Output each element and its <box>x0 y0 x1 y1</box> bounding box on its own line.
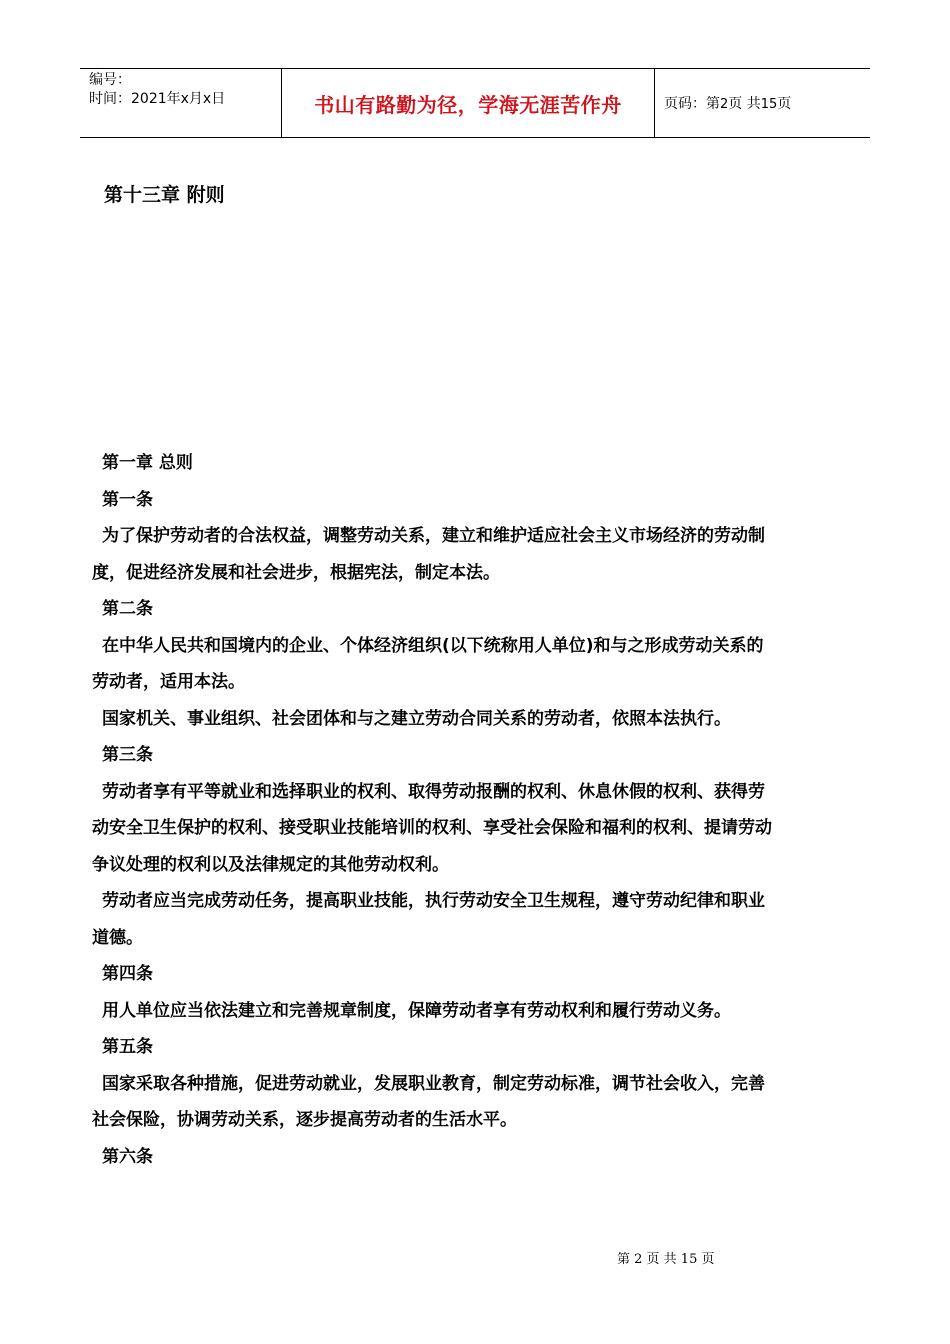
body-line: 第三条 <box>102 745 153 765</box>
footer-page-number: 第 2 页 共 15 页 <box>617 1252 715 1267</box>
page-mid-label: 页 共 <box>728 96 761 112</box>
body-line: 第二条 <box>102 599 153 619</box>
body-line: 国家机关、事业组织、社会团体和与之建立劳动合同关系的劳动者，依照本法执行。 <box>102 708 731 729</box>
page-total: 15 <box>760 97 778 112</box>
page-header <box>80 68 870 138</box>
body-line: 道德。 <box>92 927 143 948</box>
body-line: 争议处理的权利以及法律规定的其他劳动权利。 <box>92 854 449 875</box>
body-line: 第一章 总则 <box>102 453 193 473</box>
body-line: 度，促进经济发展和社会进步，根据宪法，制定本法。 <box>92 562 500 583</box>
body-line: 第五条 <box>102 1037 153 1057</box>
page-current: 2 <box>720 97 729 112</box>
body-line: 第四条 <box>102 964 153 984</box>
body-line: 在中华人民共和国境内的企业、个体经济组织(以下统称用人单位)和与之形成劳动关系的 <box>102 635 764 656</box>
body-line: 劳动者应当完成劳动任务，提高职业技能，执行劳动安全卫生规程，遵守劳动纪律和职业 <box>102 891 765 911</box>
header-left-cell <box>80 69 281 137</box>
body-line: 第一条 <box>102 489 153 510</box>
document-body <box>92 445 862 1175</box>
header-page-cell <box>654 69 870 137</box>
page-label: 页码：第 <box>664 96 720 112</box>
body-line: 为了保护劳动者的合法权益，调整劳动关系，建立和维护适应社会主义市场经济的劳动制 <box>102 526 765 546</box>
body-line: 社会保险，协调劳动关系，逐步提高劳动者的生活水平。 <box>92 1110 517 1130</box>
body-line: 第六条 <box>102 1146 153 1167</box>
header-motto-cell <box>281 69 655 137</box>
header-motto: 书山有路勤为径，学海无涯苦作舟 <box>314 92 622 117</box>
body-line: 劳动者，适用本法。 <box>92 672 245 692</box>
body-line: 动安全卫生保护的权利、接受职业技能培训的权利、享受社会保险和福利的权利、提请劳动 <box>92 818 772 838</box>
chapter-13-title: 第十三章 附则 <box>104 184 225 206</box>
document-number-label: 编号： <box>89 72 131 88</box>
body-line: 用人单位应当依法建立和完善规章制度，保障劳动者享有劳动权利和履行劳动义务。 <box>102 1000 731 1021</box>
page-end-label: 页 <box>777 96 792 112</box>
document-time-label: 时间：2021年x月x日 <box>89 91 226 107</box>
header-page-info <box>664 93 791 113</box>
body-line: 国家采取各种措施，促进劳动就业，发展职业教育，制定劳动标准，调节社会收入，完善 <box>102 1073 765 1094</box>
body-line: 劳动者享有平等就业和选择职业的权利、取得劳动报酬的权利、休息休假的权利、获得劳 <box>102 781 765 802</box>
